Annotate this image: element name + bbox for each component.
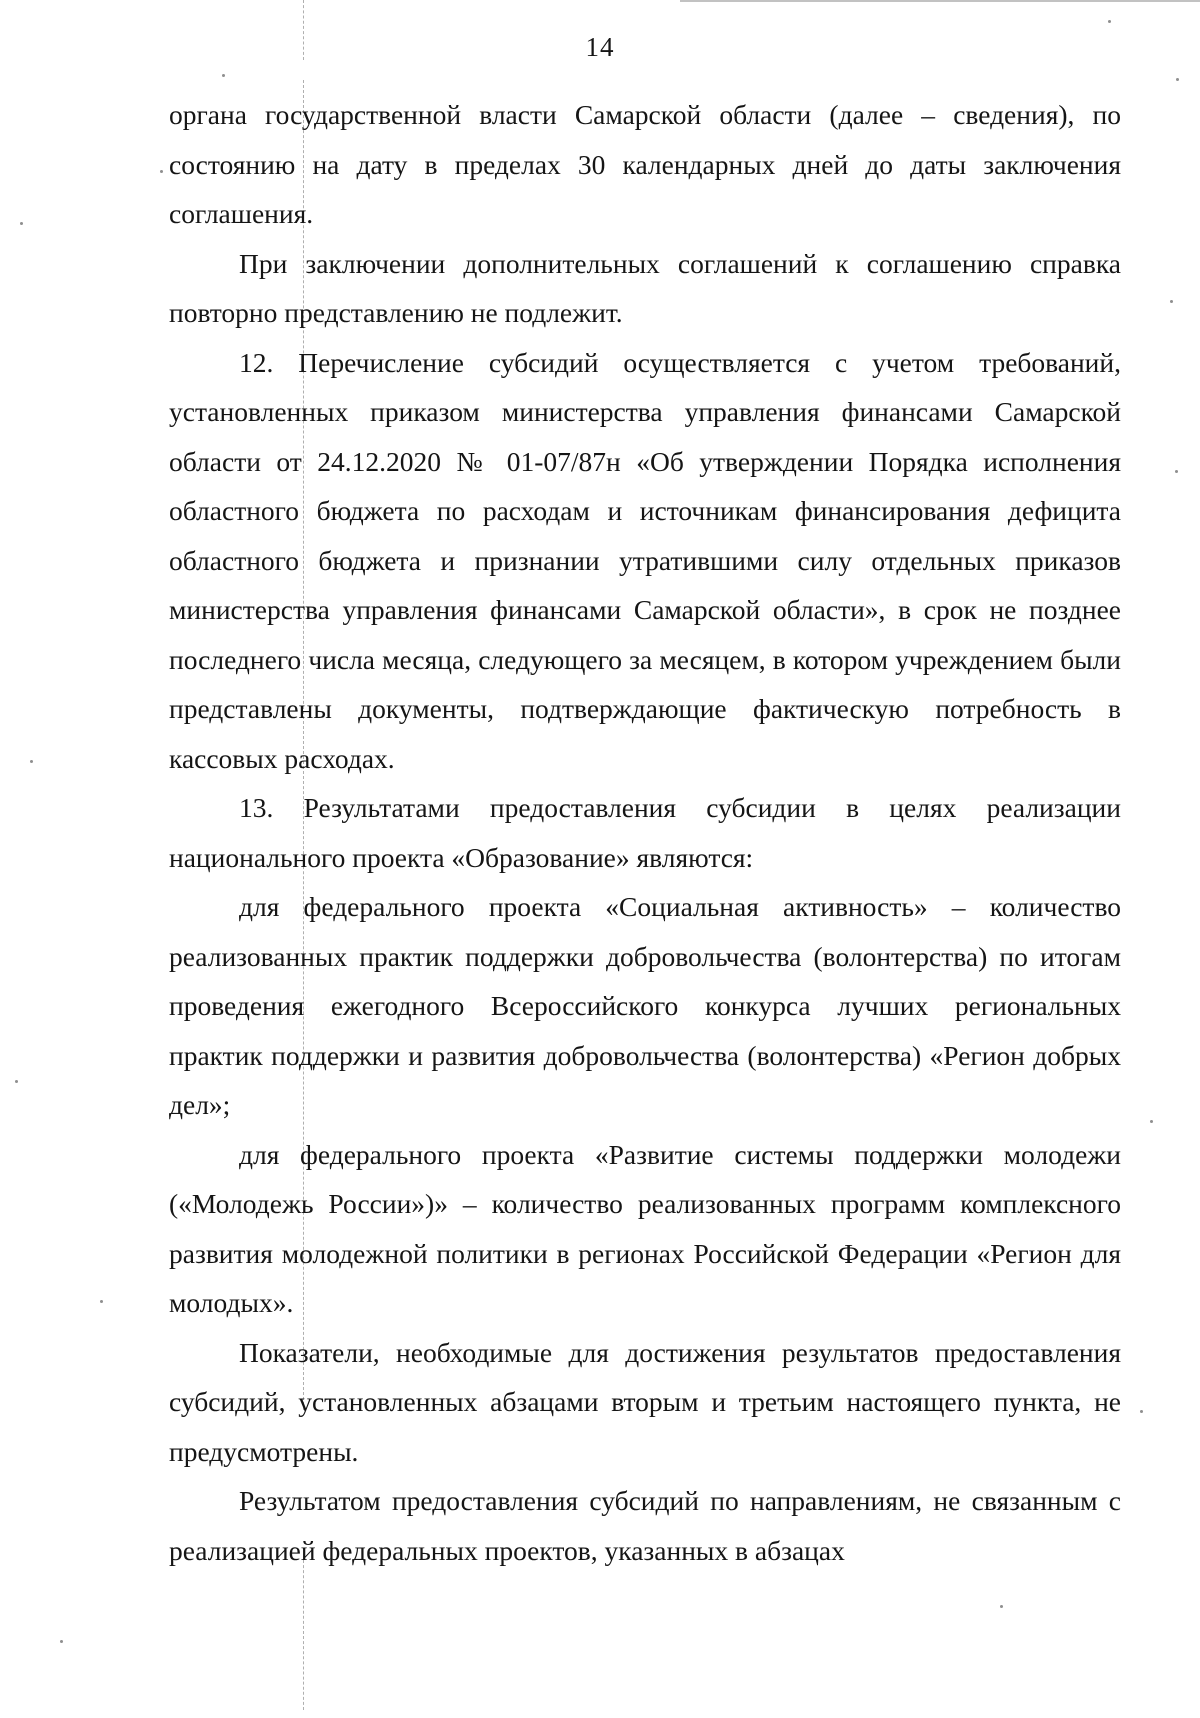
document-body [169, 90, 1121, 1575]
scan-speck [222, 74, 225, 77]
page-number: 14 [585, 32, 615, 62]
scan-speck [1140, 1410, 1143, 1413]
paragraph: Показатели, необходимые для достижения результатов предоставления субсидий, установленных абзацами вторым и третьим настоящего пункта, не предусмотрены. [169, 1336, 1121, 1467]
paragraph: органа государственной власти Самарской области (далее – сведения), по состоянию на дату в пределах 30 календарных дней до даты заключения соглашения. [169, 99, 1121, 229]
scan-fold-line [303, 1560, 305, 1710]
scan-speck [15, 1080, 18, 1083]
paragraph: для федерального проекта «Развитие системы поддержки молодежи («Молодежь России»)» – количество реализованных программ комплексного развития молодежной политики в регионах Российской Федерации «Регион для молодых». [169, 1138, 1121, 1318]
scan-speck [100, 1300, 103, 1303]
scan-speck [160, 170, 163, 173]
scan-speck [30, 760, 33, 763]
scan-speck [60, 1640, 63, 1643]
paragraph: При заключении дополнительных соглашений к соглашению справка повторно представлению не подлежит. [169, 247, 1121, 328]
scan-speck [1108, 20, 1111, 23]
scan-speck [1000, 1605, 1003, 1608]
scan-speck [1176, 78, 1179, 81]
paragraph: 13. Результатами предоставления субсидии в целях реализации национального проекта «Образование» являются: [169, 792, 1121, 873]
scan-speck [20, 222, 23, 225]
scan-speck [1175, 470, 1178, 473]
paragraph: для федерального проекта «Социальная активность» – количество реализованных практик поддержки добровольчества (волонтерства) по итогам проведения ежегодного Всероссийского конкурса лучших региональных практик поддержки и развития добровольчества (волонтерства) «Регион добрых дел»; [169, 891, 1121, 1120]
paragraph: Результатом предоставления субсидий по направлениям, не связанным с реализацией федеральных проектов, указанных в абзацах [169, 1485, 1121, 1566]
scan-speck [1170, 300, 1173, 303]
scan-edge-line [680, 0, 1200, 2]
paragraph: 12. Перечисление субсидий осуществляется с учетом требований, установленных приказом министерства управления финансами Самарской области от 24.12.2020 № 01-07/87н «Об утверждении Порядка исполнения областного бюджета по расходам и источникам финансирования дефицита областного бюджета и признании утратившими силу отдельных приказов министерства управления финансами Самарской области», в срок не позднее последнего числа месяца, следующего за месяцем, в котором учреждением были представлены документы, подтверждающие фактическую потребность в кассовых расходах. [169, 346, 1121, 774]
scan-speck [1150, 1120, 1153, 1123]
